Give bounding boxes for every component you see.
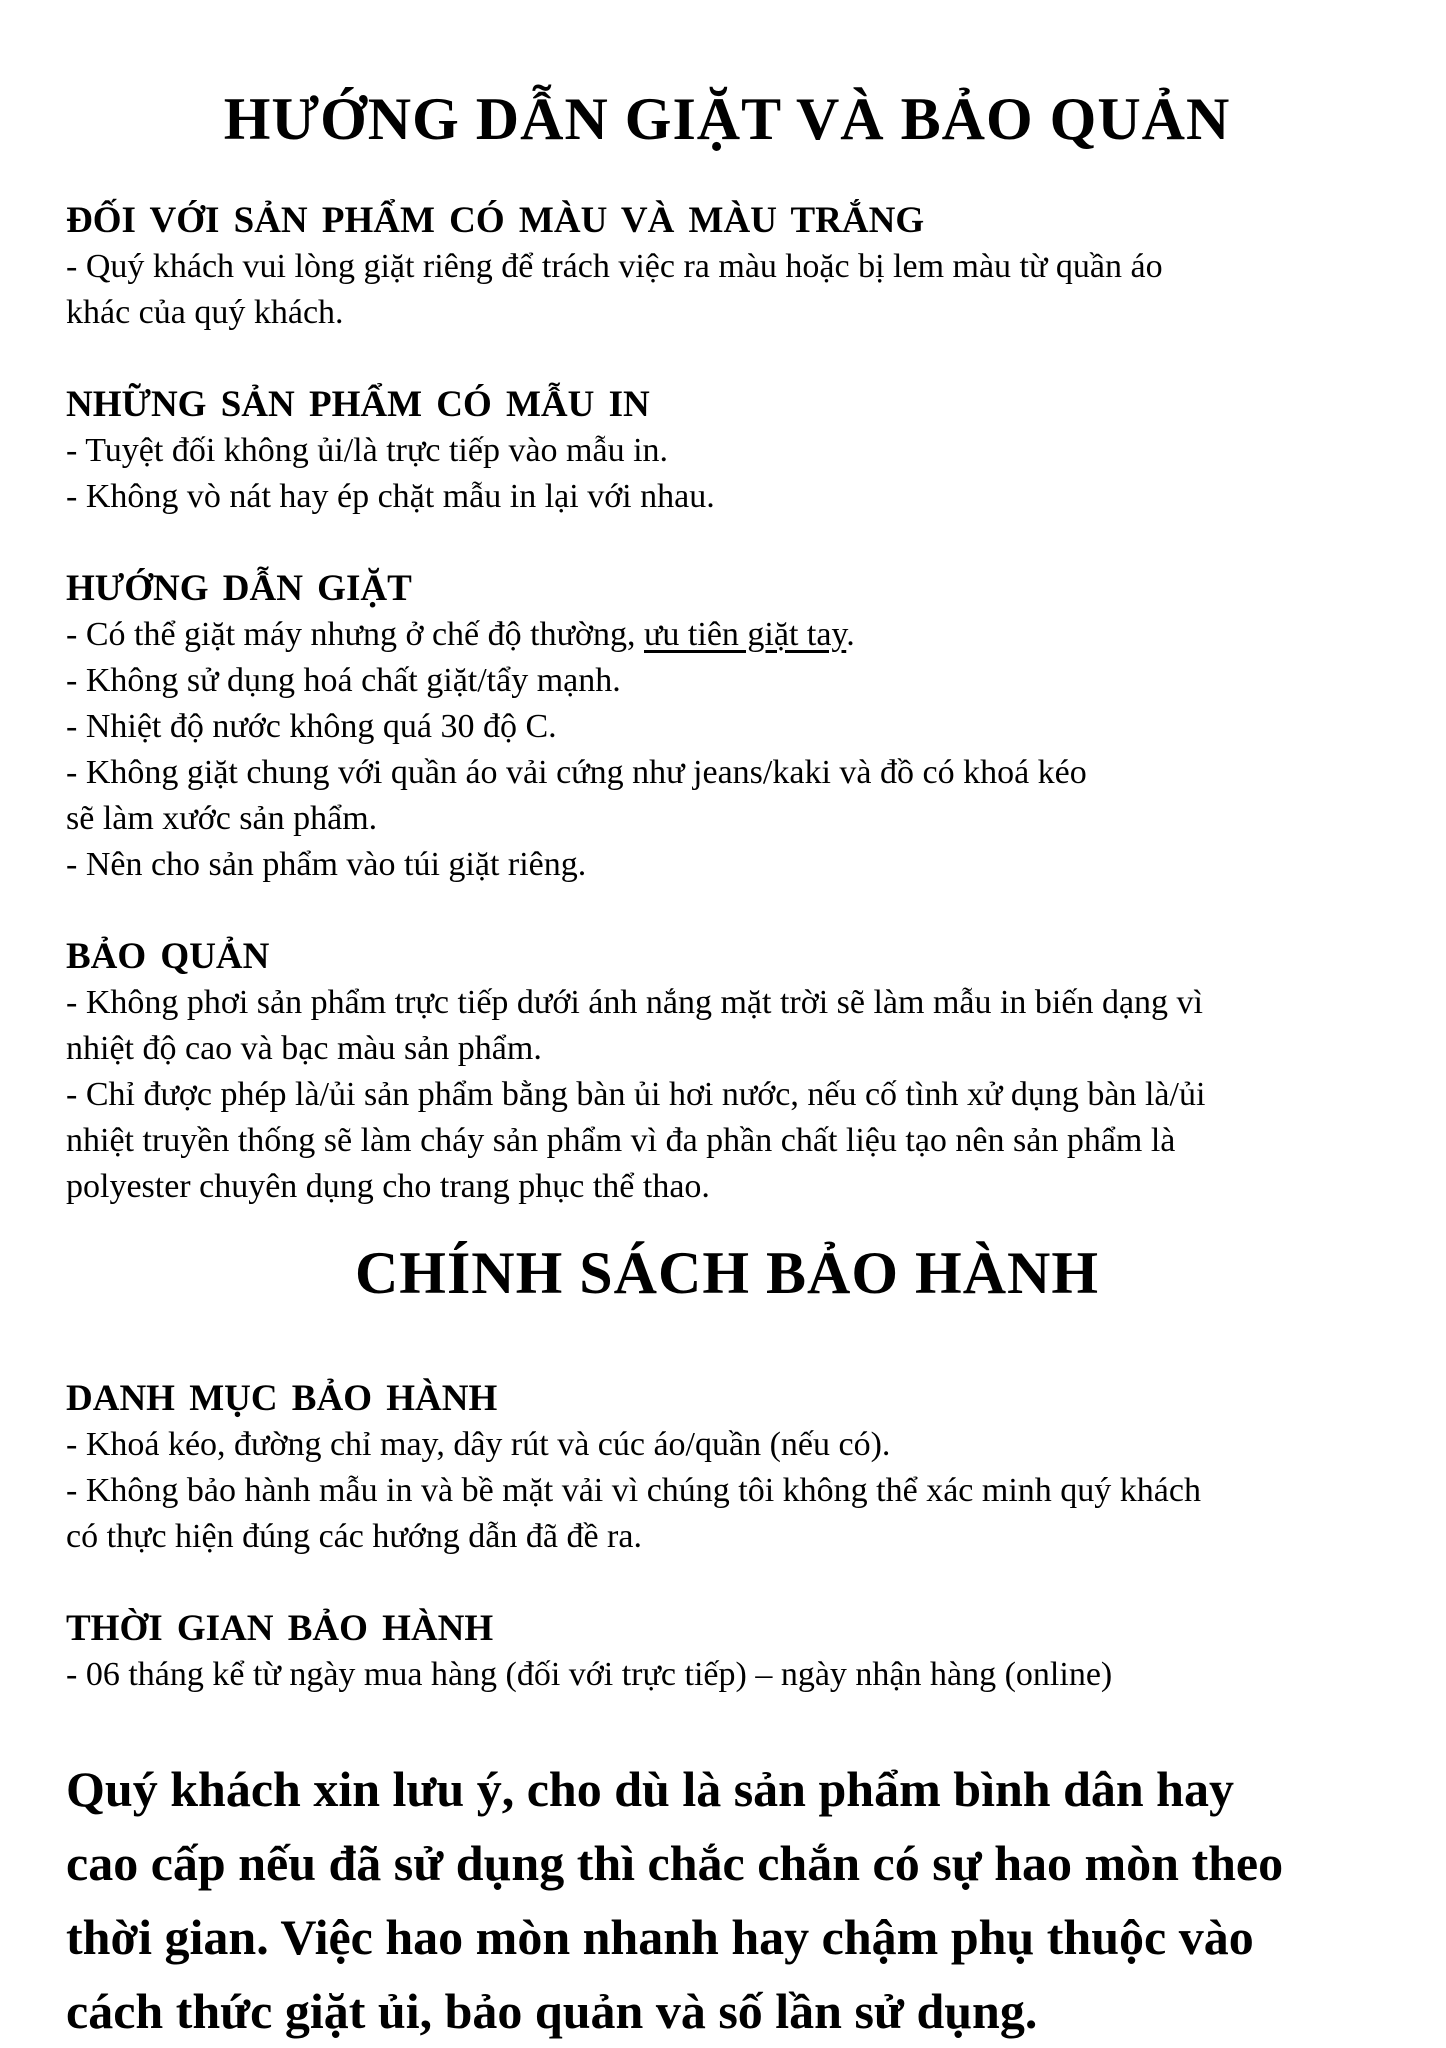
section-washing-guide <box>66 566 1388 888</box>
body-line: khác của quý khách. <box>66 294 344 331</box>
care-instructions-title: HƯỚNG DẪN GIẶT VÀ BẢO QUẢN <box>223 86 1231 152</box>
section-warranty-period <box>66 1606 1388 1698</box>
section-heading: BẢO QUẢN <box>66 936 270 977</box>
body-line: - Không vò nát hay ép chặt mẫu in lại với nhau. <box>66 478 715 515</box>
body-line: có thực hiện đúng các hướng dẫn đã đề ra. <box>66 1518 642 1555</box>
section-heading: HƯỚNG DẪN GIẶT <box>66 568 412 609</box>
body-line: nhiệt truyền thống sẽ làm cháy sản phẩm vì đa phần chất liệu tạo nên sản phẩm là <box>66 1122 1176 1159</box>
line-suffix: . <box>846 616 855 653</box>
section-storage <box>66 934 1388 1210</box>
underlined-phrase: ưu tiên giặt tay <box>644 616 847 653</box>
section-warranty-items <box>66 1376 1388 1560</box>
body-line: - Quý khách vui lòng giặt riêng để trách việc ra màu hoặc bị lem màu từ quần áo <box>66 248 1163 285</box>
section-heading: NHỮNG SẢN PHẨM CÓ MẪU IN <box>66 384 650 425</box>
body-line <box>66 612 1388 658</box>
section-heading: ĐỐI VỚI SẢN PHẨM CÓ MÀU VÀ MÀU TRẮNG <box>66 200 925 241</box>
body-line: - Không bảo hành mẫu in và bề mặt vải vì chúng tôi không thể xác minh quý khách <box>66 1472 1201 1509</box>
closing-line: cách thức giặt ủi, bảo quản và số lần sử dụng. <box>66 1983 1038 2039</box>
closing-line: cao cấp nếu đã sử dụng thì chắc chắn có sự hao mòn theo <box>66 1835 1284 1891</box>
section-colored-products <box>66 198 1388 336</box>
body-line: - Nhiệt độ nước không quá 30 độ C. <box>66 708 557 745</box>
warranty-policy-title: CHÍNH SÁCH BẢO HÀNH <box>354 1240 1100 1306</box>
section-heading: DANH MỤC BẢO HÀNH <box>66 1378 498 1419</box>
body-line: polyester chuyên dụng cho trang phục thể thao. <box>66 1168 710 1205</box>
body-line: - Khoá kéo, đường chỉ may, dây rút và cúc áo/quần (nếu có). <box>66 1426 891 1463</box>
body-line: - Chỉ được phép là/ủi sản phẩm bằng bàn ủi hơi nước, nếu cố tình xử dụng bàn là/ủi <box>66 1076 1206 1113</box>
body-line: - Tuyệt đối không ủi/là trực tiếp vào mẫu in. <box>66 432 669 469</box>
closing-note <box>66 1752 1388 2048</box>
section-printed-products <box>66 382 1388 520</box>
body-line: - Không sử dụng hoá chất giặt/tẩy mạnh. <box>66 662 621 699</box>
closing-line: thời gian. Việc hao mòn nhanh hay chậm phụ thuộc vào <box>66 1909 1254 1965</box>
body-line: - Không phơi sản phẩm trực tiếp dưới ánh nắng mặt trời sẽ làm mẫu in biến dạng vì <box>66 984 1204 1021</box>
body-line: - 06 tháng kể từ ngày mua hàng (đối với trực tiếp) – ngày nhận hàng (online) <box>66 1656 1113 1693</box>
section-heading: THỜI GIAN BẢO HÀNH <box>66 1608 494 1649</box>
body-line: nhiệt độ cao và bạc màu sản phẩm. <box>66 1030 542 1067</box>
line-prefix: - Có thể giặt máy nhưng ở chế độ thường, <box>66 616 644 653</box>
body-line: - Nên cho sản phẩm vào túi giặt riêng. <box>66 846 587 883</box>
closing-line: Quý khách xin lưu ý, cho dù là sản phẩm bình dân hay <box>66 1761 1234 1817</box>
body-line: sẽ làm xước sản phẩm. <box>66 800 378 837</box>
body-line: - Không giặt chung với quần áo vải cứng như jeans/kaki và đồ có khoá kéo <box>66 754 1087 791</box>
